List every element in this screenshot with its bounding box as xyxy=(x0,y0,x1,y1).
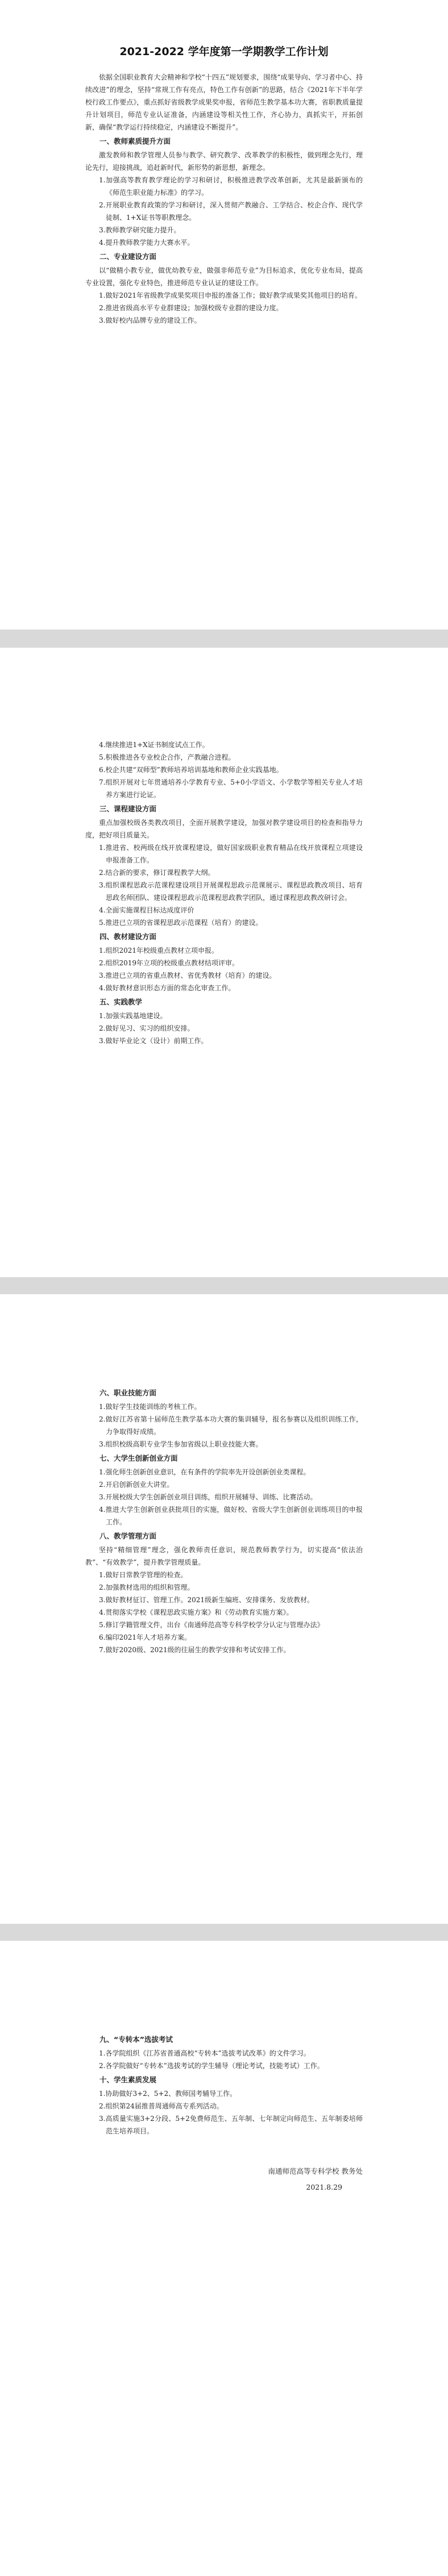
section-heading-6: 六、职业技能方面 xyxy=(99,1389,157,1397)
list-item: 4.做好教材意识形态方面的常态化审查工作。 xyxy=(99,984,235,992)
section-heading-5: 五、实践教学 xyxy=(99,998,143,1006)
list-item: 4.提升教师教学能力大赛水平。 xyxy=(99,239,194,247)
list-item: 3.推进已立项的省重点教材、省优秀教材（培育）的建设。 xyxy=(99,972,276,979)
list-item: 1.做好2021年省级教学成果奖项目申报的准备工作；做好教学成果奖其他项目的培育。 xyxy=(99,291,362,299)
list-item: 4.全面实施课程目标达成度评价 xyxy=(99,906,194,914)
list-item: 3.教师教学研究能力提升。 xyxy=(99,226,181,234)
list-item: 1.做好学生技能训练的考核工作。 xyxy=(99,1403,201,1411)
list-item: 1.加强高等教育教学理论的学习和研讨，积极推进教学改革创新，尤其是最新颁布的《师范生职业能力标准》的学习。 xyxy=(99,176,363,197)
document-page-4 xyxy=(0,1941,448,2576)
list-item: 2.做好江苏省第十届师范生教学基本功大赛的集训辅导，报名参赛以及组织训练工作，力争取得好成绩。 xyxy=(99,1415,363,1436)
issue-date: 2021.8.29 xyxy=(306,2183,342,2191)
page-top-margin xyxy=(85,1941,363,2032)
page-top-margin xyxy=(85,648,363,739)
section-heading-2: 二、专业建设方面 xyxy=(99,252,157,261)
list-item: 4.贯彻落实学校《课程思政实施方案》和《劳动教育实施方案》。 xyxy=(99,1608,293,1616)
document-page-1 xyxy=(0,0,448,630)
page-top-margin xyxy=(85,1294,363,1385)
list-item: 1.加强实践基地建设。 xyxy=(99,1012,167,1020)
section-2-intro: 以“做精小教专业，做优幼教专业，做强非师范专业”为目标追求，优化专业布局，提高专业设置，强化专业特色，推进师范专业认证的建设工作。 xyxy=(85,266,363,287)
section-8-intro: 坚持“精细管理”理念，强化教师责任意识，规范教师教学行为，切实提高“依法治教”、“有效教学”，提升教学管理质量。 xyxy=(85,1546,363,1566)
list-item: 4.继续推进1+X证书制度试点工作。 xyxy=(99,741,209,749)
list-item: 2.结合新的要求，修订课程教学大纲。 xyxy=(99,869,215,877)
list-item: 3.组织课程思政示范课程建设项目开展课程思政示范课展示、课程思政教改项目、培育思政名师团队、建设课程思政示范课程思政教学团队，通过课程思政教改研讨会。 xyxy=(99,881,363,902)
list-item: 7.做好2020级、2021级的往届生的教学安排和考试安排工作。 xyxy=(99,1646,291,1654)
list-item: 6.校企共建“双师型”教师培养培训基地和教师企业实践基地。 xyxy=(99,766,283,774)
list-item: 3.开展校级大学生创新创业项目训练，组织开展辅导、训练、比赛活动。 xyxy=(99,1493,317,1501)
list-item: 1.强化师生创新创业意识，在有条件的学院率先开设创新创业类课程。 xyxy=(99,1468,310,1476)
list-item: 7.组织开展对七年贯通培养小学教育专业、5+0小学语文、小学数学等相关专业人才培养方案进行论证。 xyxy=(99,778,363,799)
section-heading-10: 十、学生素质发展 xyxy=(99,2075,157,2084)
list-item: 2.各学院做好“专转本”选拔考试的学生辅导（理论考试，技能考试）工作。 xyxy=(99,2062,324,2070)
list-item: 2.组织第24届推普周通师高专系列活动。 xyxy=(99,2102,223,2110)
document-page-3 xyxy=(0,1294,448,1924)
list-item: 3.做好校内品牌专业的建设工作。 xyxy=(99,316,201,324)
list-item: 2.推进省级高水平专业群建设；加强校级专业群的建设力度。 xyxy=(99,304,283,312)
section-1-intro: 激发教师和教学管理人员参与教学、研究教学、改革教学的积极性，做到理念先行，理论先行，迎接挑战，追赶新时代，新形势的新思想，新理念。 xyxy=(85,151,363,172)
section-heading-4: 四、教材建设方面 xyxy=(99,932,157,941)
section-heading-9: 九、“专转本”选拔考试 xyxy=(99,2035,173,2044)
list-item: 3.高质量实施3+2分段、5+2免费师范生、五年制、七年制定向师范生、五年制委培师范生培养项目。 xyxy=(99,2115,363,2135)
issuing-organization: 南通师范高等专科学校 教务处 xyxy=(268,2167,363,2175)
document-title: 2021-2022 学年度第一学期教学工作计划 xyxy=(119,45,329,58)
list-item: 2.开启创新创业大讲堂。 xyxy=(99,1481,174,1489)
list-item: 5.积极推进各专业校企合作，产教融合进程。 xyxy=(99,753,235,761)
list-item: 2.组织2019年立项的校级重点教材结项评审。 xyxy=(99,959,239,967)
list-item: 3.做好教材征订、管理工作。2021级新生编班、安排课务、发放教材。 xyxy=(99,1596,314,1604)
list-item: 1.推进省、校两级在线开放课程建设，做好国家级职业教育精品在线开放课程立项建设申报准备工作。 xyxy=(99,844,363,864)
list-item: 5.推进已立项的省课程思政示范课程（培育）的建设。 xyxy=(99,919,263,927)
list-item: 1.各学院组织《江苏省普通高校“专转本”选拔考试改革》的文件学习。 xyxy=(99,2049,310,2057)
list-item: 4.推进大学生创新创业获批项目的实施，做好校、省级大学生创新创业训练项目的申报工作。 xyxy=(99,1506,363,1526)
list-item: 2.开展职业教育政策的学习和研讨，深入贯彻产教融合、工学结合、校企合作、现代学徒制、1+X证书等职教理念。 xyxy=(99,201,363,222)
list-item: 6.编印2021年人才培养方案。 xyxy=(99,1633,191,1641)
list-item: 1.做好日常教学管理的检查。 xyxy=(99,1571,188,1579)
section-heading-8: 八、教学管理方面 xyxy=(99,1532,157,1540)
section-heading-1: 一、教师素质提升方面 xyxy=(99,137,171,145)
signature-block xyxy=(85,2164,363,2195)
list-item: 1.协助做好3+2、5+2、教师国考辅导工作。 xyxy=(99,2090,237,2098)
section-heading-3: 三、课程建设方面 xyxy=(99,805,157,813)
list-item: 3.组织校级高职专业学生参加省级以上职业技能大赛。 xyxy=(99,1440,263,1448)
list-item: 3.做好毕业论文（设计）前期工作。 xyxy=(99,1037,208,1045)
section-heading-7: 七、大学生创新创业方面 xyxy=(99,1454,178,1462)
section-3-intro: 重点加强校级各类教改项目，全面开展教学建设，加强对教学建设项目的检查和指导力度，把好项目质量关。 xyxy=(85,819,363,839)
intro-paragraph: 依据全国职业教育大会精神和学校“十四五”规划要求，围绕“成果导向、学习者中心、持续改进”的理念，坚持“常规工作有亮点，特色工作有创新”的思路，结合《2021年下半年学校行政工作要点》，重点抓好省级教学成果奖申报，省师范生教学基本功大赛，省职教质量提升计划项目，师范专业认证准备，内涵建设等相关性工作，齐心协力，真抓实干，开拓创新，确保“教学运行持续稳定，内涵建设不断提升”。 xyxy=(85,73,363,131)
list-item: 1.组织2021年校级重点教材立项申报。 xyxy=(99,947,218,954)
list-item: 2.做好见习、实习的组织安排。 xyxy=(99,1024,194,1032)
list-item: 5.修订学籍管理文件，出台《南通师范高等专科学校学分认定与管理办法》 xyxy=(99,1621,324,1629)
document-page-2 xyxy=(0,648,448,1277)
list-item: 2.加强教材选用的组织和管理。 xyxy=(99,1583,194,1591)
